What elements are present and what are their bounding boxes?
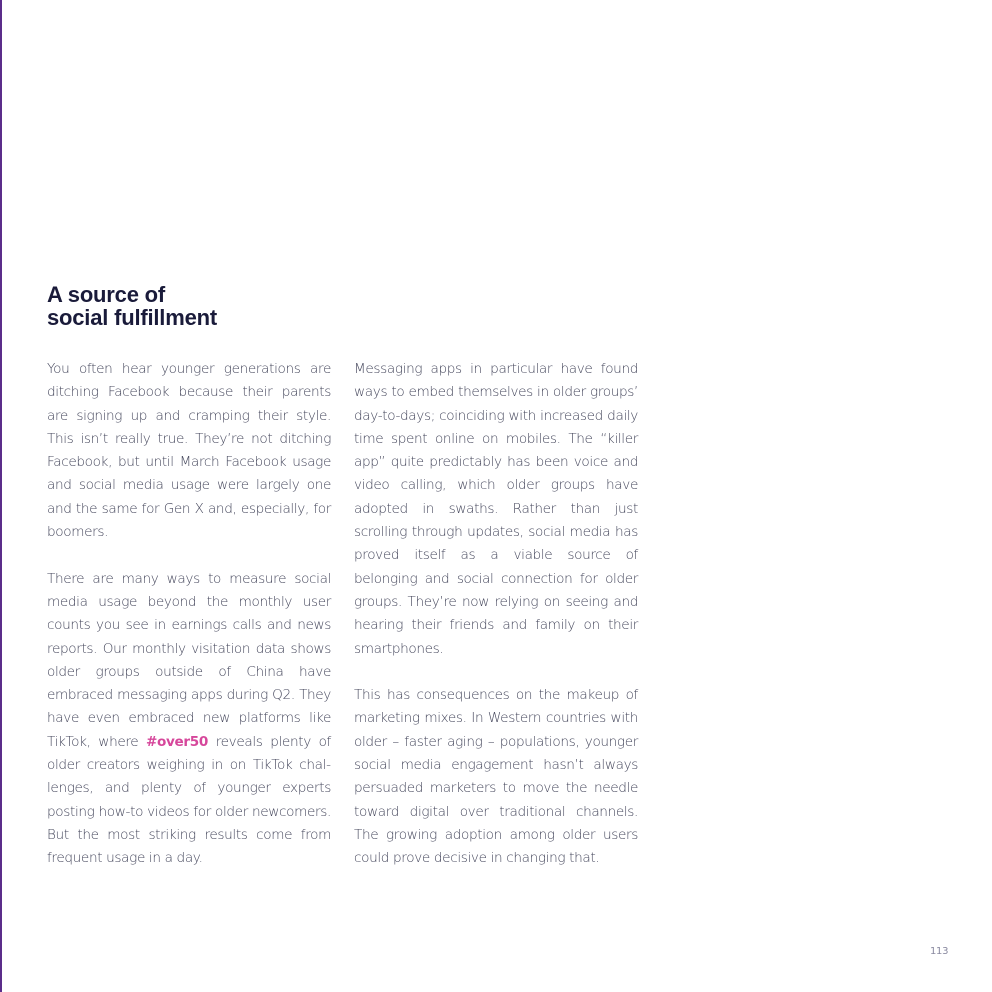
body-column-right [354,358,638,894]
section-title [47,283,217,329]
hashtag-over50: #over50 [146,733,208,750]
paragraph-text: reveals plenty of older creators weighing in on TikTok challenges, and plenty of younger experts posting how-to videos for older newcomers. But the most striking results come from frequent usage in a day. [47,733,331,867]
paragraph-facebook-generations: You often hear younger generations are ditching Facebook because their parents are signing up and cramping their style. This isn’t really true. They’re not ditching Facebook, but until March Facebook usage and social media usage were largely one and the same for Gen X and, especially, for boomers. [47,361,331,541]
paragraph-text: There are many ways to measure social media usage beyond the monthly user counts you see in earnings calls and news reports. Our monthly visitation data shows older groups outside of China have embraced messaging apps during Q2. They have even embraced new platforms like TikTok, where [47,570,331,750]
paragraph-measuring-usage [47,568,331,871]
section-title-line-2: social fulfillment [47,305,217,330]
body-column-left [47,358,331,894]
page-edge-rule [0,0,2,992]
page-number: 113 [930,946,949,957]
section-title-line-1: A source of [47,282,166,307]
paragraph-messaging-apps: Messaging apps in particular have found ways to embed themselves in older groups’ day-to-days; coinciding with increased daily time spent online on mobiles. The “killer app” quite predictably has been voice and video calling, which older groups have adopted in swaths. Rather than just scrolling through updates, social media has proved itself as a viable source of belonging and social connection for older groups. They’re now relying on seeing and hearing their friends and family on their smartphones. [354,361,638,657]
paragraph-marketing-mixes: This has consequences on the makeup of marketing mixes. In Western countries with older – faster aging – populations, younger social media engagement hasn’t always persuaded marketers to move the needle toward digital over traditional channels. The growing adoption among older users could prove decisive in changing that. [354,687,638,867]
